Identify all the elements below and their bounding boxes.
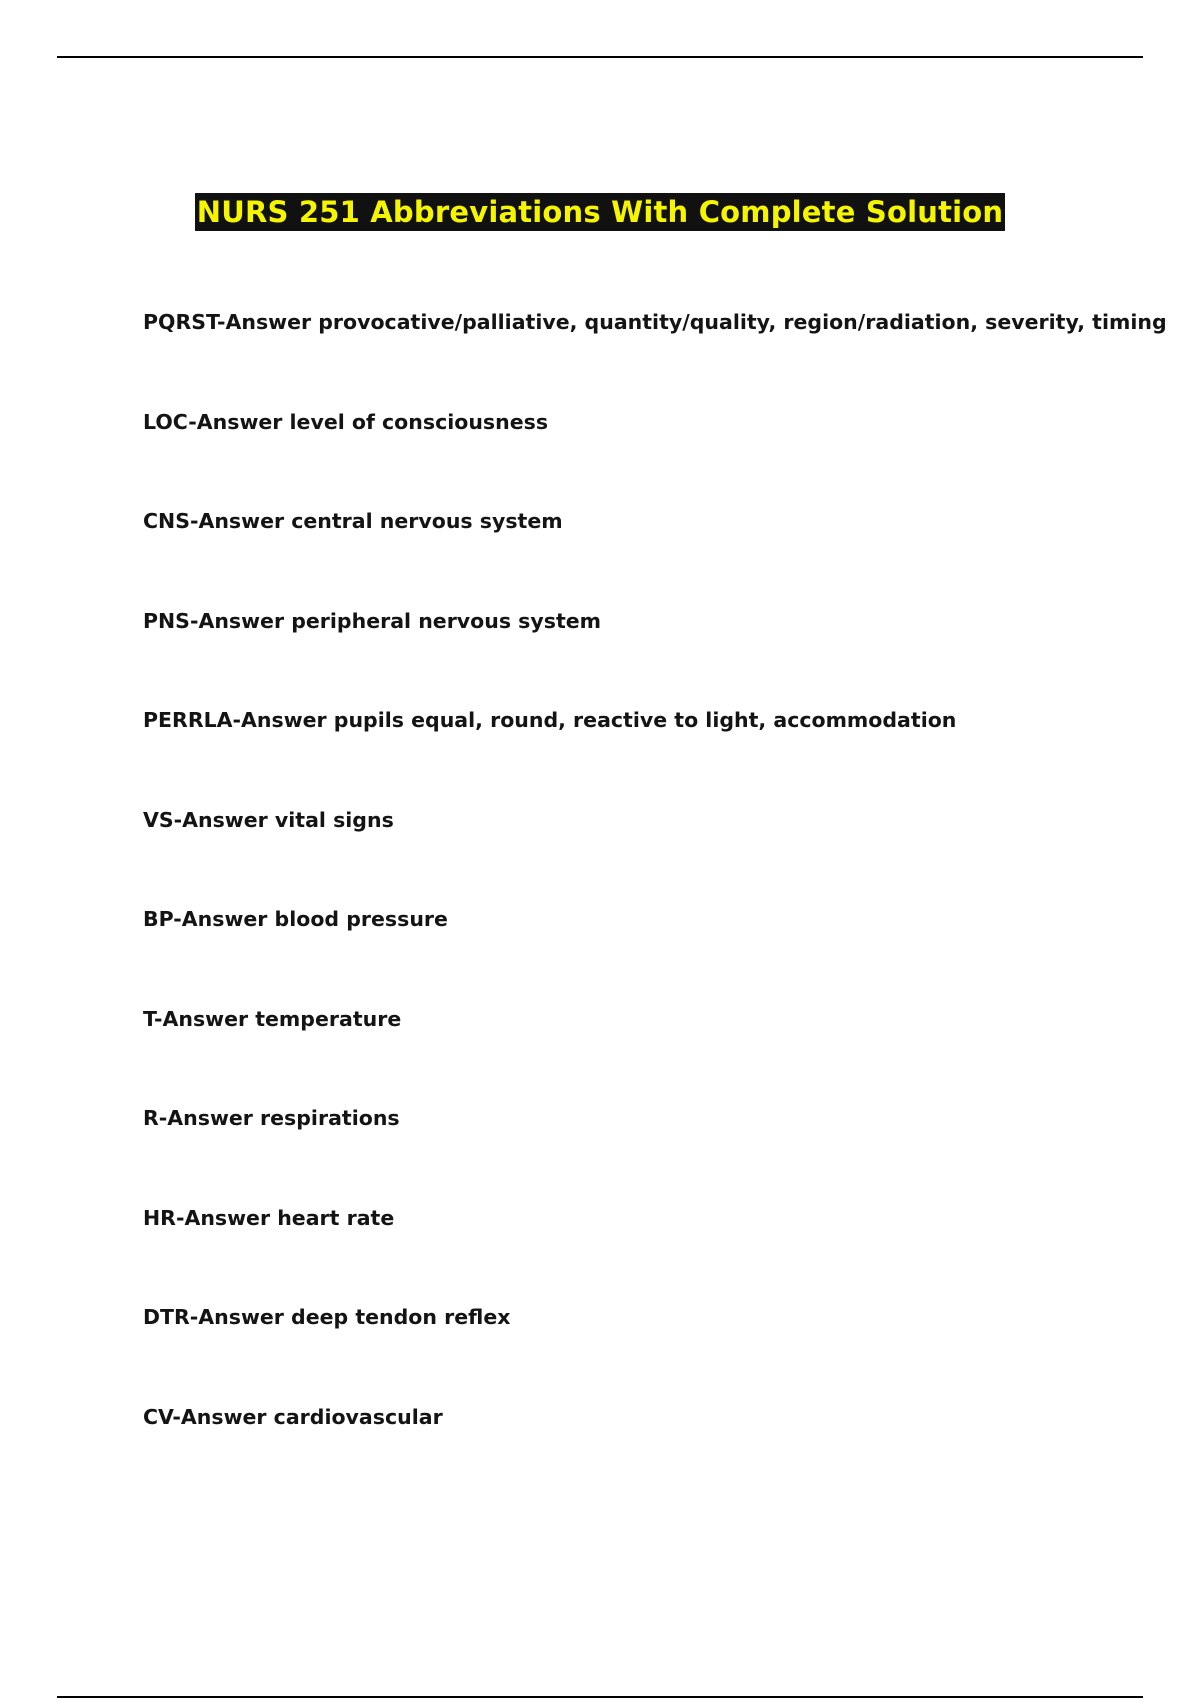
list-item: CNS-Answer central nervous system: [143, 509, 563, 533]
page-title: NURS 251 Abbreviations With Complete Solution: [196, 195, 1004, 229]
footer-rule: [57, 1696, 1143, 1698]
list-item: VS-Answer vital signs: [143, 807, 394, 832]
abbreviation-list: [143, 308, 1167, 1502]
list-item: DTR-Answer deep tendon reflex: [143, 1305, 511, 1329]
title-block: [0, 193, 1200, 231]
list-item: CV-Answer cardiovascular: [143, 1404, 443, 1429]
list-item: R-Answer respirations: [143, 1106, 400, 1130]
list-item: PQRST-Answer provocative/palliative, quantity/quality, region/radiation, severity, timing: [143, 310, 1167, 334]
header-rule: [57, 56, 1143, 58]
list-item: LOC-Answer level of consciousness: [143, 409, 549, 434]
list-item: PERRLA-Answer pupils equal, round, reactive to light, accommodation: [143, 708, 957, 732]
list-item: PNS-Answer peripheral nervous system: [143, 608, 602, 633]
list-item: HR-Answer heart rate: [143, 1205, 395, 1230]
list-item: T-Answer temperature: [143, 1006, 402, 1031]
list-item: BP-Answer blood pressure: [143, 907, 448, 931]
